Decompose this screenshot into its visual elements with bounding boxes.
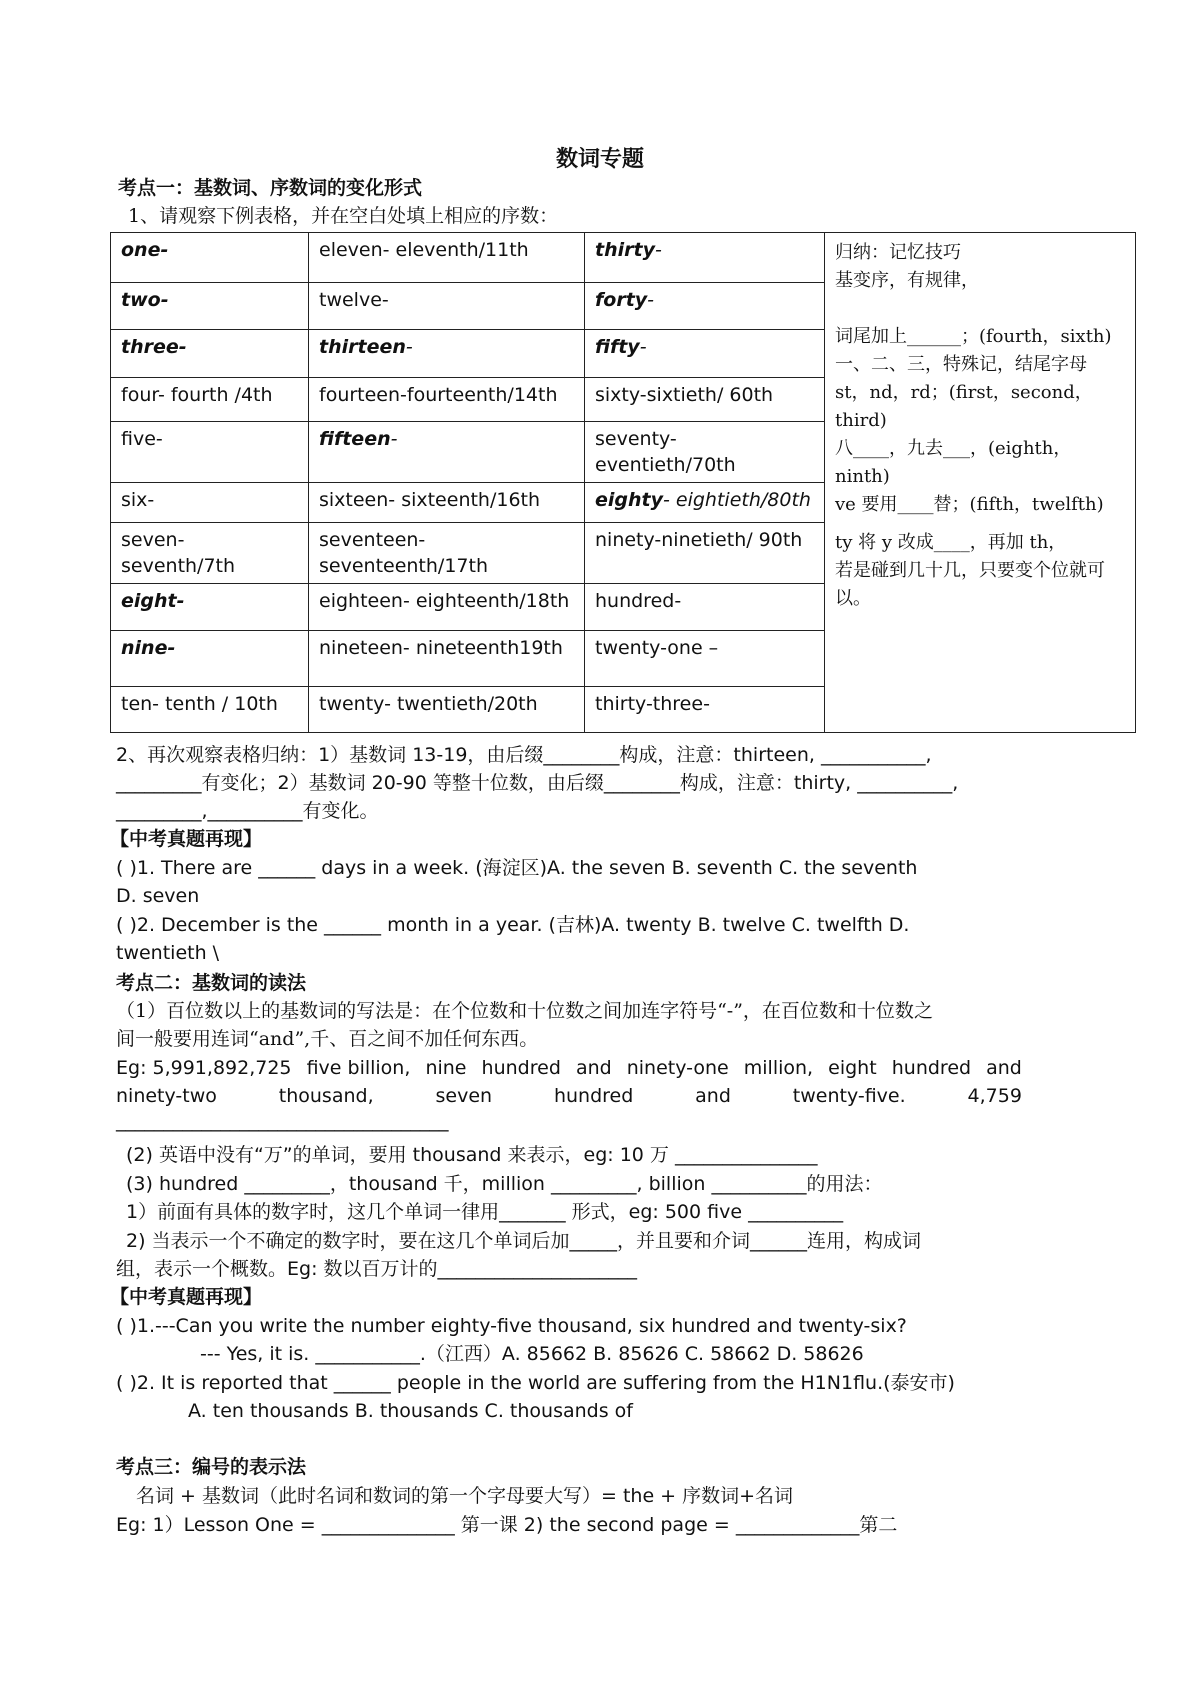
word: thousand, xyxy=(278,1085,374,1107)
exam-heading: 【中考真题再现】 xyxy=(110,828,263,850)
table-cell: two- xyxy=(111,283,309,330)
table-cell: eight- xyxy=(111,584,309,631)
word: ninety-two xyxy=(116,1085,217,1107)
table-cell xyxy=(309,422,585,483)
note-line: 若是碰到几十几，只要变个位就可以。 xyxy=(835,560,1105,609)
table-cell xyxy=(585,330,825,378)
rule-text: (2) 英语中没有“万”的单词，要用 thousand 来表示，eg: 10 万 _______________ xyxy=(126,1144,818,1166)
word: 4,759 xyxy=(967,1085,1022,1107)
note-line: 词尾加上______；(fourth，sixth) xyxy=(835,326,1112,347)
rule-text: （1）百位数以上的基数词的写法是：在个位数和十位数之间加连字符号“-”，在百位数和十位数之 xyxy=(116,1000,933,1022)
word: and xyxy=(695,1085,731,1107)
word: five billion, xyxy=(306,1057,411,1079)
cell-line: seventeenth/17th xyxy=(319,555,488,577)
table-cell: nine- xyxy=(111,631,309,687)
page-title: 数词专题 xyxy=(555,146,644,172)
rule-text: 2) 当表示一个不确定的数字时，要在这几个单词后加_____，并且要和介词______连用，构成词 xyxy=(126,1230,922,1252)
section2-heading: 考点二：基数词的读法 xyxy=(116,972,307,994)
cell-bold-part: thirty xyxy=(595,239,655,261)
cell-bold-part: fifteen xyxy=(319,428,391,450)
word: seven xyxy=(435,1085,493,1107)
word: Eg: 5,991,892,725 xyxy=(116,1057,292,1079)
table-cell: nineteen- nineteenth19th xyxy=(309,631,585,687)
section1-instruction: 1、请观察下例表格，并在空白处填上相应的序数： xyxy=(128,205,559,227)
table-cell: six- xyxy=(111,483,309,523)
table-row xyxy=(111,233,1136,283)
table-cell: four- fourth /4th xyxy=(111,378,309,422)
cell-rest-part: - eightieth/80th xyxy=(663,489,811,511)
section3-heading: 考点三：编号的表示法 xyxy=(116,1456,307,1478)
table-cell: five- xyxy=(111,422,309,483)
table-cell: fourteen-fourteenth/14th xyxy=(309,378,585,422)
cell-bold-part: eighty xyxy=(595,489,663,511)
rule-text: 间一般要用连词“and”,千、百之间不加任何东西。 xyxy=(116,1028,539,1050)
word: twenty-five. xyxy=(792,1085,906,1107)
cell-bold-part: fifty xyxy=(595,336,640,358)
table-cell: seven-seventh/7th xyxy=(111,523,309,584)
word: and xyxy=(986,1057,1022,1079)
table-cell xyxy=(585,283,825,330)
table-cell xyxy=(309,523,585,584)
word: million, xyxy=(743,1057,814,1079)
summary-line: _________有变化；2）基数词 20-90 等整十位数，由后缀________构成，注意：thirty, __________, xyxy=(116,772,959,794)
word: nine xyxy=(425,1057,467,1079)
cell-rest-part: - xyxy=(405,336,413,358)
table-cell: one- xyxy=(111,233,309,283)
word: hundred xyxy=(481,1057,561,1079)
table-cell: hundred- xyxy=(585,584,825,631)
table-cell: ninety-ninetieth/ 90th xyxy=(585,523,825,584)
answer-blank: ___________________________________ xyxy=(116,1110,449,1132)
exam-question: ( )2. It is reported that ______ people in the world are suffering from the H1N1flu.(泰安市) xyxy=(116,1372,955,1394)
exam-question: ( )1. There are ______ days in a week. (海淀区)A. the seven B. seventh C. the seventh xyxy=(116,857,918,879)
word: hundred xyxy=(891,1057,972,1079)
exam-question: ( )1.---Can you write the number eighty-five thousand, six hundred and twenty-six? xyxy=(116,1315,907,1337)
cell-rest-part: - xyxy=(390,428,398,450)
rule-text: 组，表示一个概数。Eg: 数以百万计的_____________________ xyxy=(116,1258,638,1280)
number-table xyxy=(110,232,1136,733)
table-cell: sixty-sixtieth/ 60th xyxy=(585,378,825,422)
cell-bold-part: thirteen xyxy=(319,336,406,358)
cell-bold-part: forty xyxy=(595,289,648,311)
table-cell xyxy=(585,483,825,523)
note-line: 基变序，有规律， xyxy=(835,270,979,291)
summary-line: 2、再次观察表格归纳：1）基数词 13-19，由后缀________构成，注意：thirteen, ___________, xyxy=(116,744,932,766)
table-cell: twelve- xyxy=(309,283,585,330)
note-line: 一、二、三，特殊记，结尾字母 st，nd，rd；(first，second，third) xyxy=(835,354,1093,431)
note-line xyxy=(835,295,1125,323)
example-line xyxy=(116,1055,1022,1081)
table-cell: eighteen- eighteenth/18th xyxy=(309,584,585,631)
note-line: ve 要用____替；(fifth，twelfth) xyxy=(835,494,1104,515)
rule-text: (3) hundred _________，thousand 千，million _________, billion __________的用法： xyxy=(126,1173,883,1195)
rule-text: 名词 + 基数词（此时名词和数词的第一个字母要大写）= the + 序数词+名词 xyxy=(136,1485,794,1507)
summary-line: _________,__________有变化。 xyxy=(116,800,379,822)
cell-rest-part: - xyxy=(639,336,647,358)
note-line: 归纳：记忆技巧 xyxy=(835,242,961,263)
rule-text: 1）前面有具体的数字时，这几个单词一律用_______ 形式，eg: 500 five __________ xyxy=(126,1201,844,1223)
exam-question: D. seven xyxy=(116,885,200,907)
cell-line: seventeen- xyxy=(319,529,426,551)
note-line: ty 将 y 改成____，再加 th， xyxy=(835,532,1067,553)
rule-text: Eg: 1）Lesson One = ______________ 第一课 2) the second page = _____________第二 xyxy=(116,1514,898,1536)
exam-question: twentieth \ xyxy=(116,942,220,964)
table-cell: twenty- twentieth/20th xyxy=(309,687,585,733)
table-cell: sixteen- sixteenth/16th xyxy=(309,483,585,523)
table-cell xyxy=(309,330,585,378)
cell-rest-part: - xyxy=(647,289,655,311)
table-cell: seventy-eventieth/70th xyxy=(585,422,825,483)
table-cell: eleven- eleventh/11th xyxy=(309,233,585,283)
memory-tips-note xyxy=(825,233,1136,733)
exam-heading: 【中考真题再现】 xyxy=(110,1286,263,1308)
word: ninety-one xyxy=(626,1057,729,1079)
word: hundred xyxy=(553,1085,634,1107)
table-cell: three- xyxy=(111,330,309,378)
section1-heading: 考点一：基数词、序数词的变化形式 xyxy=(118,177,423,199)
table-cell: twenty-one – xyxy=(585,631,825,687)
exam-question: ( )2. December is the ______ month in a year. (吉林)A. twenty B. twelve C. twelfth D. xyxy=(116,914,910,936)
table-cell: thirty-three- xyxy=(585,687,825,733)
word: and xyxy=(575,1057,612,1079)
table-cell xyxy=(585,233,825,283)
table-cell: ten- tenth / 10th xyxy=(111,687,309,733)
note-line: 八____，九去___，(eighth，ninth) xyxy=(835,438,1072,487)
exam-question: --- Yes, it is. ___________.（江西）A. 85662 B. 85626 C. 58662 D. 58626 xyxy=(200,1343,864,1365)
word: eight xyxy=(828,1057,877,1079)
exam-question: A. ten thousands B. thousands C. thousands of xyxy=(188,1400,633,1422)
cell-rest-part: - xyxy=(654,239,662,261)
example-line xyxy=(116,1083,1022,1109)
